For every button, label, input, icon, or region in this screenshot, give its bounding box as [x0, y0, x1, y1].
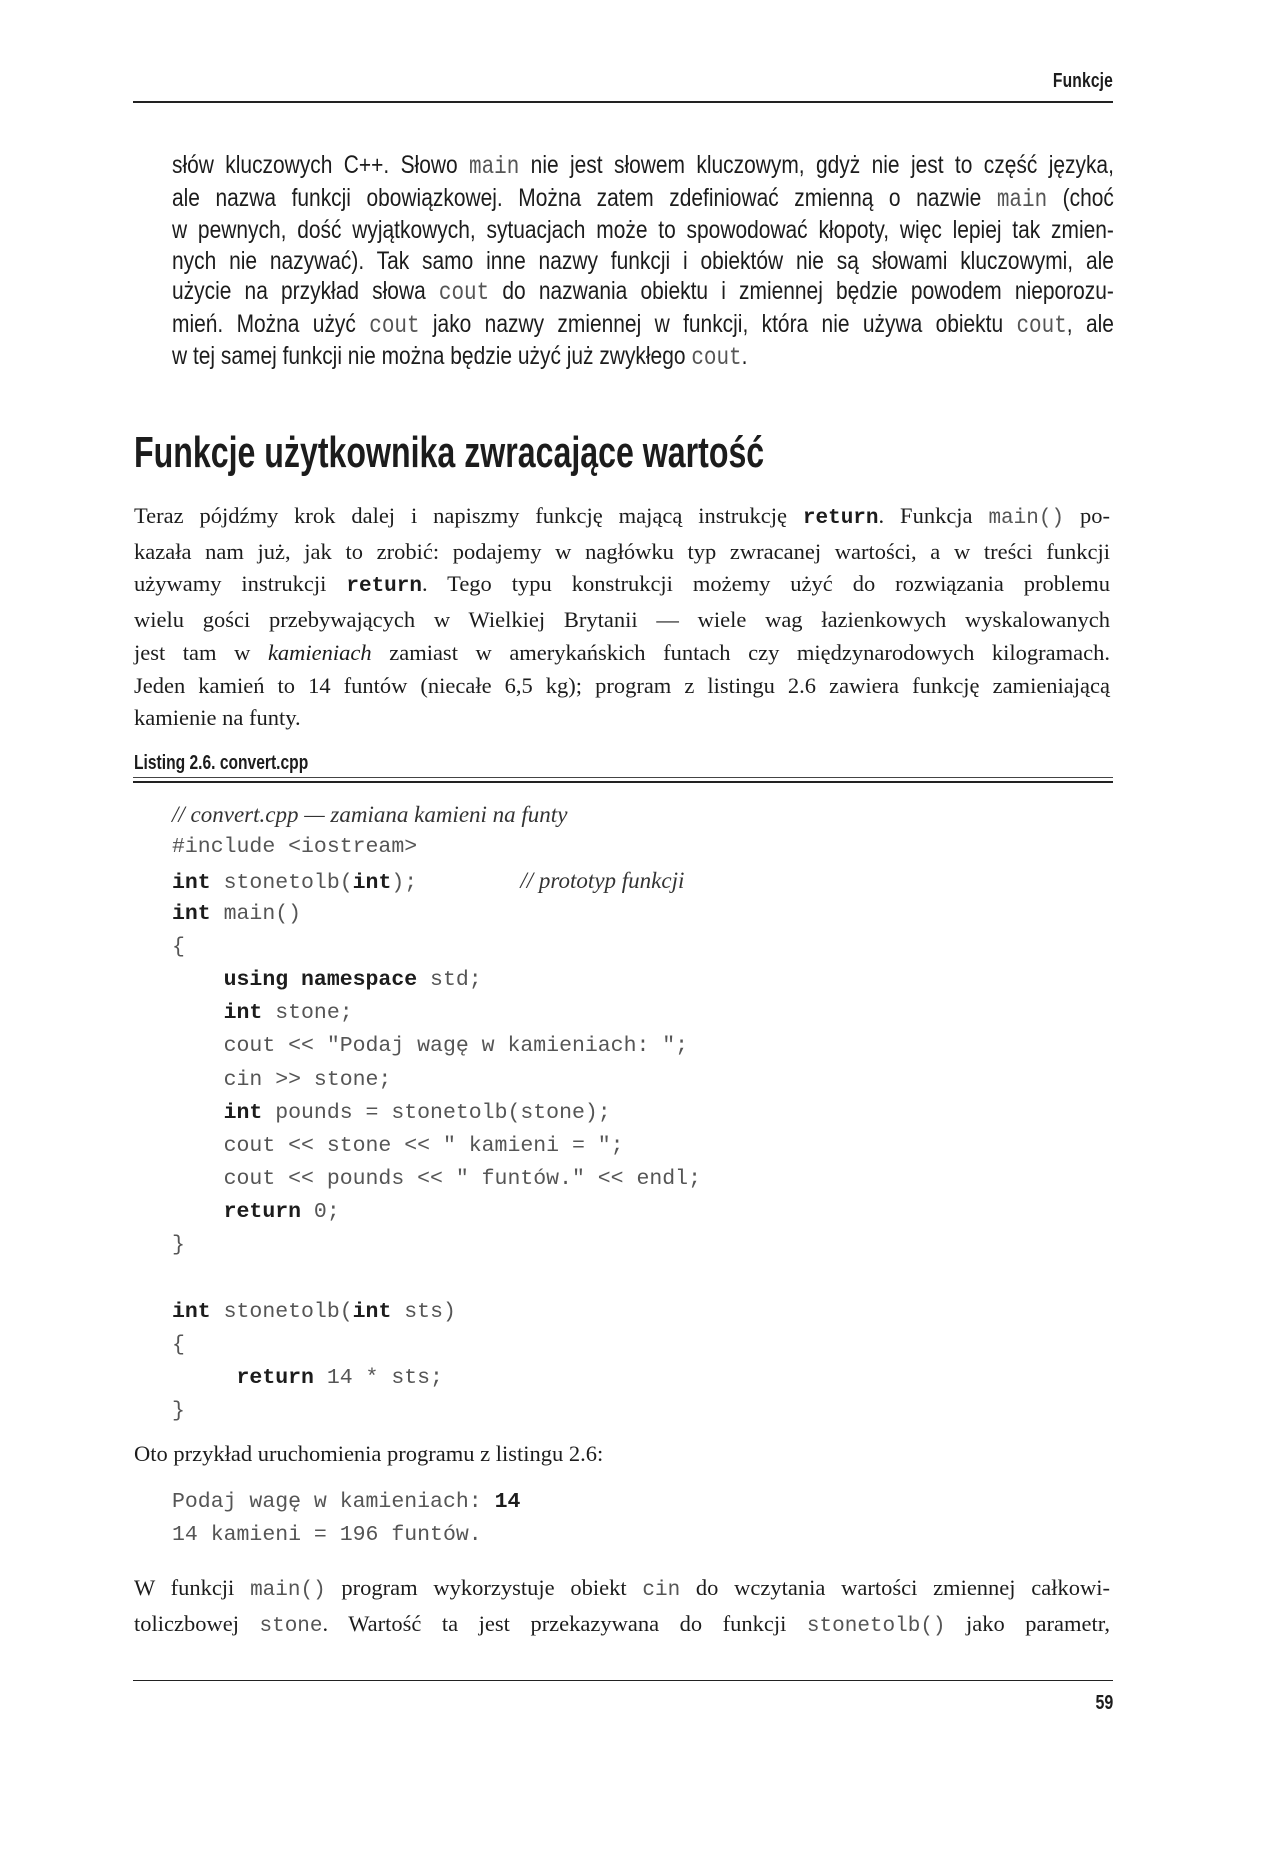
intro-line: [172, 183, 1114, 216]
body-line: [134, 604, 1110, 637]
final-paragraph: [134, 1572, 1110, 1643]
body-line: [134, 702, 1110, 735]
body-line: [134, 500, 1110, 536]
program-output: [172, 1486, 520, 1552]
intro-paragraph: [172, 150, 1114, 374]
body-text: Jeden kamień to 14 funtów (niecałe 6,5 kg); program z listingu 2.6 zawiera funkcję zamieniającą: [134, 672, 1110, 698]
code-line: [172, 898, 1072, 931]
output-line: [172, 1486, 520, 1519]
intro-text: jako nazwy zmiennej w funkcji, która nie używa obiektu: [419, 309, 1017, 338]
inline-code: stone: [259, 1614, 323, 1638]
code-listing: [172, 798, 1072, 1429]
running-header-title: Funkcje: [1052, 70, 1113, 92]
code-text: [172, 1101, 224, 1125]
intro-text: w pewnych, dość wyjątkowych, sytuacjach może to spowodować kłopoty, więc lepiej tak zmien-: [172, 216, 1114, 244]
code-text: cin >> stone;: [172, 1067, 392, 1092]
code-keyword: 14: [494, 1490, 521, 1514]
section-heading: Funkcje użytkownika zwracające wartość: [134, 428, 765, 477]
code-keyword: int: [223, 1100, 263, 1125]
intro-text: nych nie nazywać). Tak samo inne nazwy funkcji i obiektów nie są słowami kluczowymi, ale: [172, 246, 1114, 275]
run-intro-line: Oto przykład uruchomienia programu z listingu 2.6:: [134, 1441, 604, 1466]
final-line: [134, 1608, 1110, 1644]
code-line: [172, 831, 1072, 864]
code-padding: [417, 871, 520, 895]
code-text: }: [172, 1233, 185, 1258]
code-keyword: int: [352, 1299, 392, 1324]
code-line: [172, 1163, 1072, 1196]
code-text: [172, 968, 224, 992]
code-text: }: [172, 1399, 185, 1424]
body-text: . Funkcja: [878, 503, 989, 528]
code-keyword: return: [223, 1200, 302, 1225]
output-text: Podaj wagę w kamieniach:: [172, 1490, 495, 1514]
code-line: [172, 931, 1072, 964]
code-line: [172, 964, 1072, 997]
code-text: cout << pounds << " funtów." << endl;: [172, 1167, 701, 1192]
emphasis: kamieniach: [267, 639, 372, 665]
intro-text: nie jest słowem kluczowym, gdyż nie jest to część języka,: [519, 151, 1114, 179]
inline-code: main(): [988, 507, 1065, 530]
code-text: main(): [210, 901, 302, 926]
intro-line: [172, 150, 1114, 183]
code-text: 14 * sts;: [313, 1366, 443, 1391]
page-number: 59: [1095, 1692, 1113, 1714]
code-line: [172, 1030, 1072, 1063]
intro-text: mień. Można użyć: [172, 309, 370, 338]
body-text: jest tam w: [134, 639, 268, 665]
body-text: po-: [1064, 503, 1110, 528]
code-line: [172, 1329, 1072, 1362]
output-text: 14 kamieni = 196 funtów.: [172, 1523, 482, 1547]
run-intro-text: [134, 1438, 1110, 1471]
inline-code: cout: [438, 278, 490, 307]
header-rule: [133, 101, 1113, 103]
inline-code: cin: [642, 1579, 681, 1602]
code-text: #include <iostream>: [172, 835, 418, 860]
code-text: [172, 1001, 224, 1025]
intro-text: , ale: [1066, 309, 1114, 338]
intro-text: w tej samej funkcji nie można będzie użyć już zwykłego: [172, 342, 692, 370]
listing-rule-thick: [133, 781, 1113, 783]
code-line: [172, 1362, 1072, 1395]
final-text: W funkcji: [134, 1575, 251, 1600]
code-line: [172, 1263, 1072, 1296]
intro-line: [172, 309, 1114, 342]
code-text: stone;: [262, 1001, 353, 1026]
code-keyword: using namespace: [223, 967, 418, 992]
intro-line: [172, 246, 1114, 277]
code-text: );: [391, 871, 418, 896]
intro-text: użycie na przykład słowa: [172, 277, 439, 305]
code-text: std;: [417, 967, 482, 992]
inline-code: cout: [691, 343, 742, 372]
code-text: stonetolb(: [210, 1299, 353, 1324]
inline-code: stonetolb(): [806, 1614, 946, 1638]
inline-code-keyword: return: [346, 575, 422, 599]
inline-code: cout: [1016, 310, 1067, 340]
code-text: cout << stone << " kamieni = ";: [172, 1133, 624, 1158]
code-text: 0;: [301, 1200, 340, 1225]
intro-text: ale nazwa funkcji obowiązkowej. Można zatem zdefiniować zmienną o nazwie: [172, 183, 997, 212]
intro-text: (choć: [1047, 183, 1114, 212]
final-text: do wczytania wartości zmiennej całkowi-: [680, 1575, 1111, 1600]
inline-code: main(): [250, 1579, 326, 1602]
code-text: stonetolb(: [210, 871, 353, 896]
code-text: [172, 1366, 237, 1390]
body-text: kamienie na funty.: [134, 705, 301, 731]
code-keyword: int: [172, 901, 211, 926]
code-keyword: int: [223, 1001, 263, 1026]
body-text: używamy instrukcji: [134, 571, 347, 597]
intro-line: [172, 341, 1114, 374]
final-text: program wykorzystuje obiekt: [325, 1575, 643, 1600]
intro-text: do nazwania obiektu i zmiennej będzie powodem nieporozu-: [489, 277, 1114, 305]
output-line: [172, 1519, 520, 1552]
code-line: [172, 1196, 1072, 1229]
body-line: [134, 670, 1110, 703]
body-text: . Tego typu konstrukcji możemy użyć do rozwiązania problemu: [421, 571, 1110, 597]
code-text: sts): [391, 1299, 456, 1324]
inline-code: cout: [369, 310, 420, 340]
final-line: [134, 1572, 1110, 1608]
code-text: cout << "Podaj wagę w kamieniach: ";: [172, 1034, 689, 1059]
code-line: [172, 864, 1072, 897]
body-paragraph: [134, 500, 1110, 735]
listing-rule-thin: [133, 777, 1113, 778]
code-line: [172, 1130, 1072, 1163]
inline-code: main: [469, 152, 520, 181]
code-keyword: return: [236, 1366, 314, 1391]
body-text: Teraz pójdźmy krok dalej i napiszmy funkcję mającą instrukcję: [134, 503, 803, 528]
intro-line: [172, 215, 1114, 246]
code-text: [172, 1200, 224, 1224]
final-text: . Wartość ta jest przekazywana do funkcji: [322, 1610, 807, 1636]
code-line: [172, 1064, 1072, 1097]
inline-code-keyword: return: [802, 507, 879, 530]
code-keyword: int: [172, 871, 211, 896]
body-text: zamiast w amerykańskich funtach czy międzynarodowych kilogramach.: [371, 639, 1110, 665]
code-comment: // prototyp funkcji: [520, 868, 685, 894]
body-text: kazała nam już, jak to zrobić: podajemy w nagłówku typ zwracanej wartości, a w treści funkcji: [134, 538, 1110, 564]
body-line: [134, 568, 1110, 604]
body-line: [134, 637, 1110, 670]
final-text: jako parametr,: [945, 1610, 1110, 1636]
footer-rule: [133, 1680, 1113, 1681]
code-text: {: [172, 1333, 185, 1357]
intro-line: [172, 276, 1114, 309]
code-keyword: int: [352, 871, 392, 896]
final-text: toliczbowej: [134, 1610, 260, 1636]
code-line: [172, 1296, 1072, 1329]
intro-text: słów kluczowych C++. Słowo: [172, 151, 470, 179]
code-line: [172, 1395, 1072, 1428]
code-line: [172, 798, 1072, 831]
code-keyword: int: [172, 1299, 211, 1324]
listing-caption: Listing 2.6. convert.cpp: [134, 752, 309, 774]
code-text: pounds = stonetolb(stone);: [262, 1100, 611, 1125]
code-comment: // convert.cpp — zamiana kamieni na funty: [172, 802, 568, 827]
body-line: [134, 536, 1110, 569]
intro-text: .: [741, 342, 748, 370]
body-text: wielu gości przebywających w Wielkiej Brytanii — wiele wag łazienkowych wyskalowanych: [134, 607, 1110, 633]
code-line: [172, 1229, 1072, 1262]
code-line: [172, 997, 1072, 1030]
code-line: [172, 1097, 1072, 1130]
inline-code: main: [996, 184, 1048, 214]
code-text: {: [172, 934, 185, 959]
